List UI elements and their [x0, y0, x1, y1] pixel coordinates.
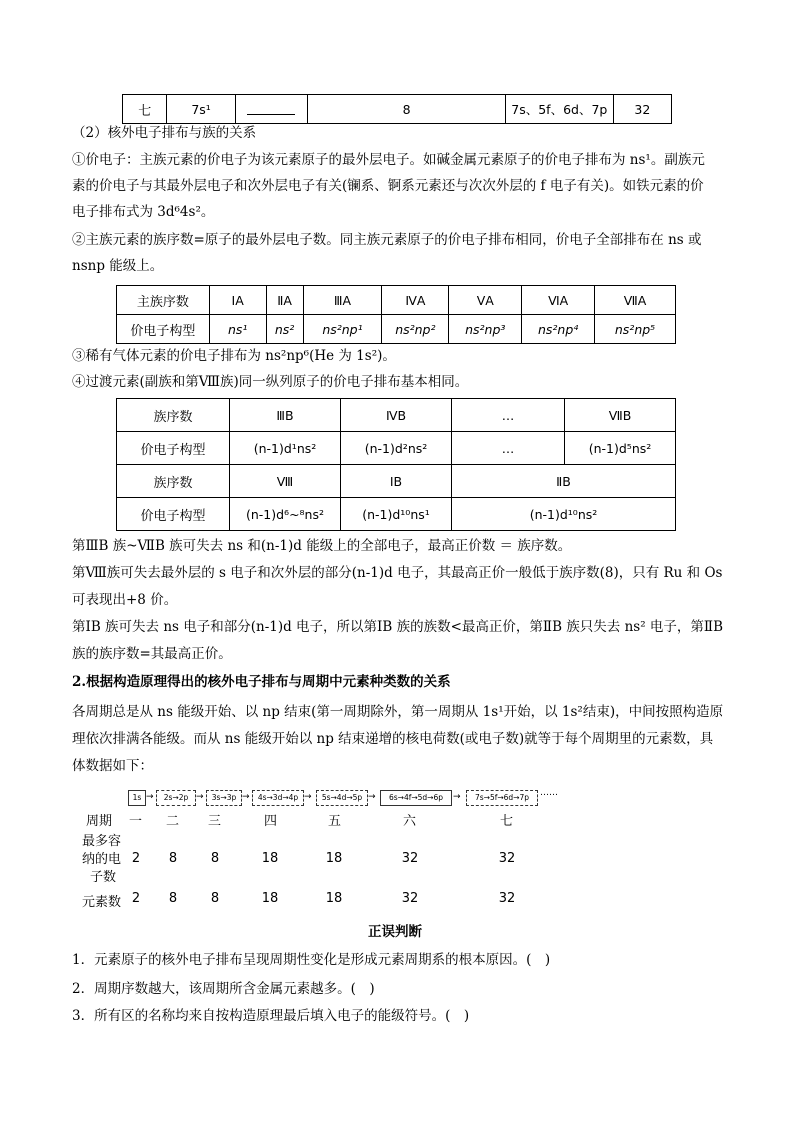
config-cell: ns²np³ [449, 315, 522, 344]
energy-box: 1s [128, 790, 146, 806]
group-cell: ⅠB [341, 465, 452, 498]
main-group-table [116, 285, 676, 344]
group-cell: ⅤA [449, 286, 522, 315]
row-header: 价电子构型 [117, 432, 230, 465]
group-cell: ⅦA [595, 286, 676, 315]
period-cell: 六 [403, 814, 417, 829]
table-row [117, 432, 676, 465]
energy-box: 7s→5f→6d→7p [466, 790, 538, 806]
group-cell: ⅢB [230, 399, 341, 432]
group-cell: ⅦB [565, 399, 676, 432]
paragraph-line: 各周期总是从 ns 能级开始、以 np 结束(第一周期除外，第一周期从 1s¹开始，以 1s²结束)，中间按照构造原 [72, 704, 724, 720]
period-label: 周期 [86, 814, 113, 829]
period-summary-table [122, 94, 672, 124]
quiz-item: 1．元素原子的核外电子排布呈现周期性变化是形成元素周期系的根本原因。( ) [72, 952, 551, 968]
energy-box: 3s→3p [206, 790, 242, 806]
arrow-icon: → [196, 792, 204, 802]
energy-box: 6s→4f→5d→6p [380, 790, 452, 806]
energy-box: 4s→3d→4p [252, 790, 304, 806]
config-cell: (n-1)d⁵ns² [565, 432, 676, 465]
period-cell: 五 [328, 814, 342, 829]
fill-blank[interactable] [247, 100, 295, 115]
table-cell: 7s、5f、6d、7p [506, 95, 614, 124]
paragraph-line: 可表现出+8 价。 [72, 592, 178, 608]
arrow-icon: → [304, 792, 312, 802]
group-cell: Ⅷ [230, 465, 341, 498]
transition-group-table [116, 398, 676, 531]
config-cell: ns²np⁴ [522, 315, 595, 344]
value-cell: 32 [401, 851, 419, 866]
config-cell: ns¹ [209, 315, 266, 344]
paragraph-line: ①价电子：主族元素的价电子为该元素原子的最外层电子。如碱金属元素原子的价电子排布为 ns¹。副族元 [72, 152, 705, 168]
period-cell: 二 [166, 814, 180, 829]
value-cell: 18 [261, 891, 279, 906]
paragraph-line: 族的族序数=其最高正价。 [72, 646, 232, 662]
element-count-label: 元素数 [82, 895, 122, 910]
group-cell: ⅡA [266, 286, 303, 315]
ellipsis-text: …… [540, 788, 558, 798]
config-cell: (n-1)d¹⁰ns² [452, 498, 676, 531]
config-cell: (n-1)d¹ns² [230, 432, 341, 465]
table-cell: 8 [308, 95, 506, 124]
value-cell: 18 [325, 851, 343, 866]
table-row [117, 286, 676, 315]
group-cell: ⅡB [452, 465, 676, 498]
section-title: （2）核外电子排布与族的关系 [72, 125, 257, 141]
paragraph-line: 第ⅢB 族~ⅦB 族可失去 ns 和(n-1)d 能级上的全部电子，最高正价数 ＝ 族序数。 [72, 538, 572, 554]
group-cell: ⅢA [303, 286, 382, 315]
row-header: 价电子构型 [117, 498, 230, 531]
paragraph-line: 理依次排满各能级。而从 ns 能级开始以 np 结束递增的核电荷数(或电子数)就等于每个周期里的元素数，具 [72, 731, 714, 747]
config-cell: ns²np¹ [303, 315, 382, 344]
config-cell: ns²np⁵ [595, 315, 676, 344]
row-header: 族序数 [117, 399, 230, 432]
value-cell: 8 [210, 891, 220, 906]
value-cell: 32 [498, 851, 516, 866]
paragraph-line: 体数据如下： [72, 758, 153, 774]
paragraph-line: 第ⅠB 族可失去 ns 电子和部分(n-1)d 电子，所以第ⅠB 族的族数<最高正价，第ⅡB 族只失去 ns² 电子，第ⅡB [72, 619, 724, 635]
period-cell: 四 [264, 814, 278, 829]
paragraph-line: ③稀有气体元素的价电子排布为 ns²np⁶(He 为 1s²)。 [72, 348, 396, 364]
table-row [117, 498, 676, 531]
energy-level-sequence [128, 786, 588, 808]
row-header: 价电子构型 [117, 315, 210, 344]
paragraph-line: 第Ⅷ族可失去最外层的 s 电子和次外层的部分(n-1)d 电子，其最高正价一般低于族序数(8)，只有 Ru 和 Os [72, 565, 723, 581]
paragraph-line: ④过渡元素(副族和第Ⅷ族)同一纵列原子的价电子排布基本相同。 [72, 374, 469, 390]
value-cell: 32 [401, 891, 419, 906]
table-row [117, 465, 676, 498]
config-cell: ns² [266, 315, 303, 344]
quiz-title: 正误判断 [368, 924, 422, 940]
table-row [117, 399, 676, 432]
arrow-icon: → [146, 792, 154, 802]
label-line: 纳的电 [82, 852, 122, 867]
value-cell: 18 [261, 851, 279, 866]
arrow-icon: → [242, 792, 250, 802]
label-line: 最多容 [82, 834, 122, 849]
group-cell: … [452, 399, 565, 432]
label-line: 子数 [90, 870, 117, 885]
section-heading: 2.根据构造原理得出的核外电子排布与周期中元素种类数的关系 [72, 674, 451, 690]
config-cell: (n-1)d¹⁰ns¹ [341, 498, 452, 531]
row-header: 族序数 [117, 465, 230, 498]
quiz-item: 3．所有区的名称均来自按构造原理最后填入电子的能级符号。( ) [72, 1008, 470, 1024]
period-cell: 七 [500, 814, 514, 829]
quiz-item: 2．周期序数越大，该周期所含金属元素越多。( ) [72, 981, 375, 997]
group-cell: ⅠA [209, 286, 266, 315]
group-cell: ⅣB [341, 399, 452, 432]
energy-box: 2s→2p [156, 790, 196, 806]
value-cell: 8 [168, 891, 178, 906]
value-cell: 2 [131, 851, 141, 866]
row-header: 主族序数 [117, 286, 210, 315]
value-cell: 2 [131, 891, 141, 906]
period-cell: 一 [129, 814, 143, 829]
config-cell: … [452, 432, 565, 465]
paragraph-line: ②主族元素的族序数=原子的最外层电子数。同主族元素原子的价电子排布相同，价电子全部排布在 ns 或 [72, 232, 702, 248]
value-cell: 32 [498, 891, 516, 906]
arrow-icon: → [368, 792, 376, 802]
blank-cell [235, 95, 308, 124]
group-cell: ⅣA [382, 286, 449, 315]
config-cell: ns²np² [382, 315, 449, 344]
period-cell: 三 [208, 814, 222, 829]
table-row [123, 95, 672, 124]
config-cell: (n-1)d²ns² [341, 432, 452, 465]
table-cell: 7s¹ [167, 95, 235, 124]
table-cell: 32 [613, 95, 671, 124]
table-row [117, 315, 676, 344]
paragraph-line: 电子排布式为 3d⁶4s²。 [72, 204, 215, 220]
table-cell: 七 [123, 95, 167, 124]
energy-box: 5s→4d→5p [316, 790, 368, 806]
paragraph-line: 素的价电子与其最外层电子和次外层电子有关(镧系、锕系元素还与次次外层的 f 电子有关)。如铁元素的价 [72, 178, 704, 194]
value-cell: 8 [210, 851, 220, 866]
config-cell: (n-1)d⁶~⁸ns² [230, 498, 341, 531]
arrow-icon: → [453, 792, 461, 802]
group-cell: ⅥA [522, 286, 595, 315]
value-cell: 8 [168, 851, 178, 866]
value-cell: 18 [325, 891, 343, 906]
paragraph-line: nsnp 能级上。 [72, 258, 164, 274]
